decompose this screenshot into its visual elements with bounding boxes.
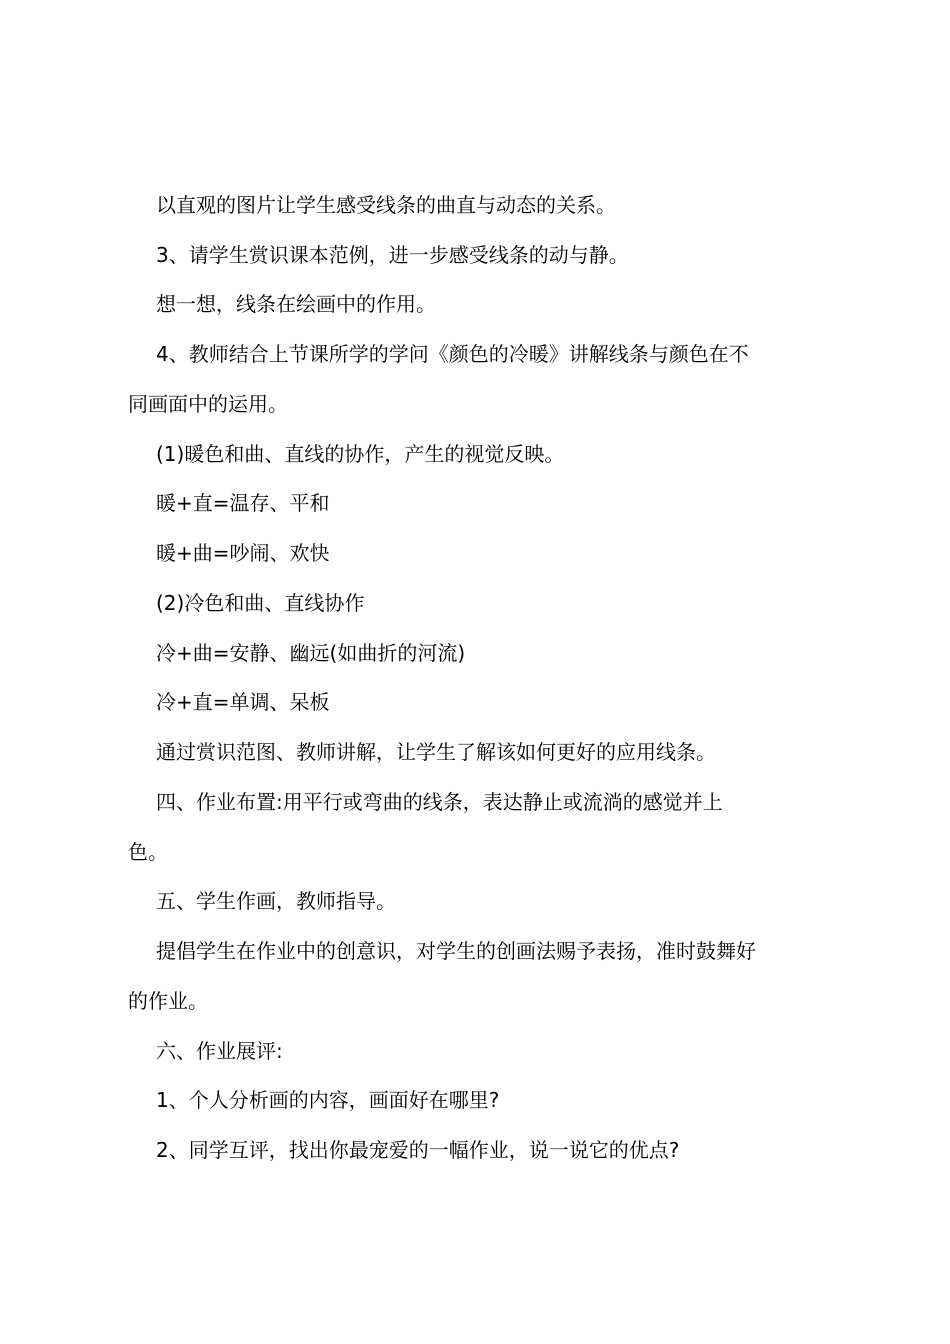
paragraph-line: 四、作业布置:用平行或弯曲的线条，表达静止或流淌的感觉并上 bbox=[156, 790, 723, 814]
paragraph-line: 冷+直=单调、呆板 bbox=[156, 690, 330, 714]
paragraph-line: 通过赏识范图、教师讲解，让学生了解该如何更好的应用线条。 bbox=[156, 740, 716, 764]
paragraph-line: 暖+直=温存、平和 bbox=[156, 491, 330, 515]
paragraph-line: 3、请学生赏识课本范例，进一步感受线条的动与静。 bbox=[156, 243, 629, 267]
paragraph-line: 4、教师结合上节课所学的学问《颜色的冷暖》讲解线条与颜色在不 bbox=[156, 342, 749, 366]
paragraph-line: 2、同学互评，找出你最宠爱的一幅作业，说一说它的优点? bbox=[156, 1138, 680, 1162]
paragraph-line: 五、学生作画，教师指导。 bbox=[156, 889, 396, 913]
paragraph-line: 1、个人分析画的内容，画面好在哪里? bbox=[156, 1088, 500, 1112]
paragraph-line: (1)暖色和曲、直线的协作，产生的视觉反映。 bbox=[156, 442, 565, 466]
paragraph-line: 同画面中的运用。 bbox=[128, 392, 288, 416]
paragraph-line: 冷+曲=安静、幽远(如曲折的河流) bbox=[156, 641, 466, 665]
paragraph-line: 色。 bbox=[128, 840, 168, 864]
paragraph-line: 暖+曲=吵闹、欢快 bbox=[156, 541, 330, 565]
paragraph-line: 以直观的图片让学生感受线条的曲直与动态的关系。 bbox=[156, 193, 616, 217]
paragraph-line: 想一想，线条在绘画中的作用。 bbox=[156, 292, 436, 316]
paragraph-line: 六、作业展评: bbox=[156, 1039, 283, 1063]
paragraph-line: 提倡学生在作业中的创意识，对学生的创画法赐予表扬，准时鼓舞好 bbox=[156, 939, 756, 963]
paragraph-line: 的作业。 bbox=[128, 989, 208, 1013]
paragraph-line: (2)冷色和曲、直线协作 bbox=[156, 591, 365, 615]
